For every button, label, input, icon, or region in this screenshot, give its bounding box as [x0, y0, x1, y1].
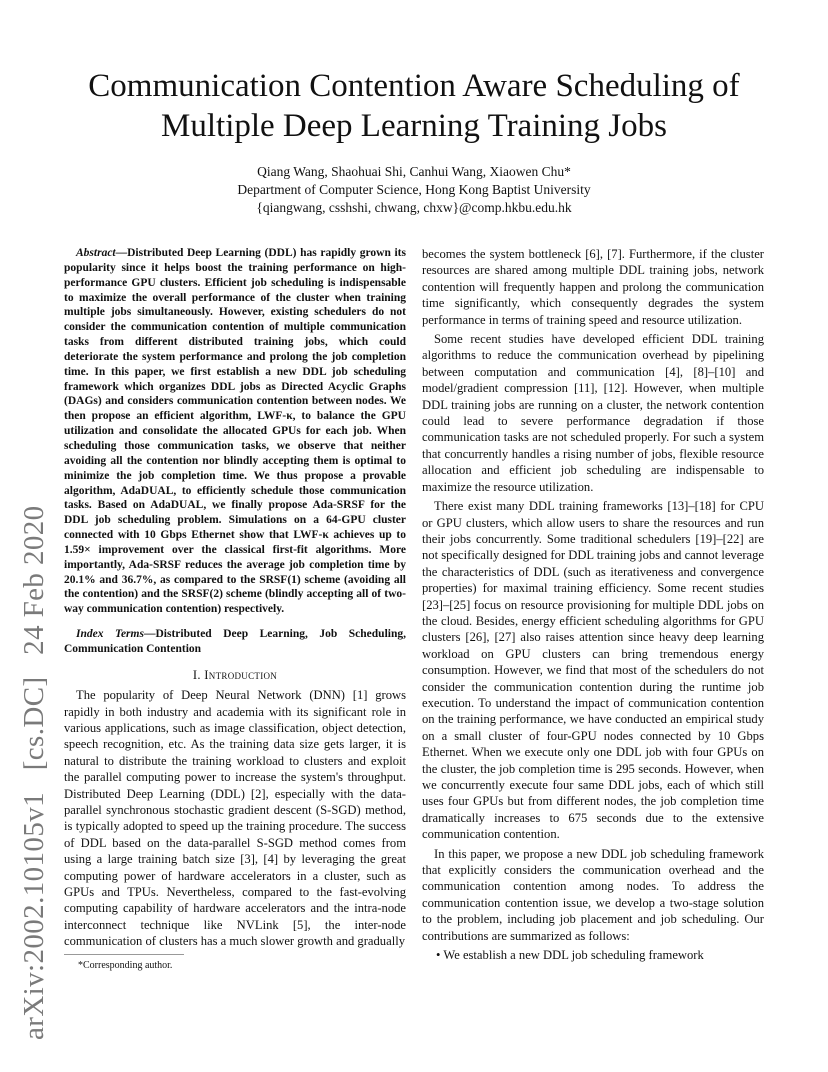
arxiv-identifier — [16, 140, 52, 1040]
intro-paragraph-3: Some recent studies have developed efficient DDL training algorithms to reduce the communication overhead by pipelining between computation and communication [4], [8]–[10] and model/gradient compression [11], [12]. However, when multiple DDL training jobs are running on a cluster, the network contention could lead to severe performance degradation if those communication tasks are not scheduled properly. For such a system that concurrently handles a rising number of jobs, flexible resource allocation and efficient job scheduling are indispensable to maximize the resource utilization. — [422, 332, 764, 494]
index-terms-label: Index Terms — [76, 628, 144, 641]
paper-title — [60, 66, 768, 146]
arxiv-category: [cs.DC] — [18, 676, 50, 771]
arxiv-date: 24 Feb 2020 — [18, 505, 50, 655]
index-terms — [64, 627, 406, 657]
affiliation: Department of Computer Science, Hong Kong Baptist University — [237, 182, 591, 197]
intro-paragraph-2: becomes the system bottleneck [6], [7]. Furthermore, if the cluster resources are shared among multiple DDL training jobs, network contention will frequently happen and prolong the communication time significantly, which consequently degrades the system performance in terms of training speed and resource utilization. — [422, 247, 764, 327]
title-line-2: Multiple Deep Learning Training Jobs — [161, 108, 667, 144]
title-line-1: Communication Contention Aware Scheduling of — [88, 68, 740, 104]
left-column — [64, 246, 406, 950]
author-block — [60, 163, 768, 217]
abstract-text: —Distributed Deep Learning (DDL) has rapidly grown its popularity since it helps boost the training performance on high-performance GPU clusters. Efficient job scheduling is indispensable to maximize the overall performance of the cluster when training multiple jobs simultaneously. However, existing schedulers do not consider the communication contention of multiple communication tasks from different distributed training jobs, which could deteriorate the system performance and prolong the job completion time. In this paper, we first establish a new DDL job scheduling framework which organizes DDL jobs as Directed Acyclic Graphs (DAGs) and considers communication contention between nodes. We then propose an efficient algorithm, LWF-κ, to balance the GPU utilization and consolidate the allocated GPUs for each job. When scheduling those communication tasks, we observe that neither avoiding all the contention nor blindly accepting them is optimal to minimize the job completion time. We thus propose a provable algorithm, AdaDUAL, to efficiently schedule those communication tasks. Based on AdaDUAL, we finally propose Ada-SRSF for the DDL job scheduling problem. Simulations on a 64-GPU cluster connected with 10 Gbps Ethernet show that LWF-κ achieves up to 1.59× improvement over the classical first-fit algorithms. More importantly, Ada-SRSF reduces the average job completion time by 20.1% and 36.7%, as compared to the SRSF(1) scheme (avoiding all the contention) and the SRSF(2) scheme (blindly accepting all of two-way communication contention) respectively. — [64, 247, 406, 616]
abstract — [64, 246, 406, 617]
footnote: *Corresponding author. — [78, 960, 173, 971]
intro-paragraph-1: The popularity of Deep Neural Network (DNN) [1] grows rapidly in both industry and academia with its significant role in various applications, such as image classification, object detection, speech recognition, etc. As the training data size gets larger, it is natural to distribute the training workload to clusters and exploit the parallel computing power to increase the system's throughput. Distributed Deep Learning (DDL) [2], especially with the data-parallel synchronous stochastic gradient descent (S-SGD) method, is typically adopted to speed up the training procedure. The success of DDL based on the data-parallel S-SGD method comes from using a large training batch size [3], [4] by leveraging the great computing power of hardware accelerators in a cluster, such as GPUs and TPUs. Nevertheless, compared to the fast-evolving computing capability of hardware accelerators and the intra-node interconnect technique like NVLink [5], the inter-node communication of clusters has a much slower growth and gradually — [64, 688, 406, 949]
author-emails: {qiangwang, csshshi, chwang, chxw}@comp.hkbu.edu.hk — [256, 200, 572, 215]
section-heading: I. Introduction — [192, 667, 278, 682]
contribution-bullet: • We establish a new DDL job scheduling framework — [436, 948, 704, 963]
footnote-rule — [64, 954, 184, 955]
author-names: Qiang Wang, Shaohuai Shi, Canhui Wang, Xiaowen Chu* — [257, 164, 571, 179]
intro-paragraph-5: In this paper, we propose a new DDL job scheduling framework that explicitly considers the communication overhead and the communication contention among nodes. To address the communication contention issue, we develop a two-stage solution to the problem, including job placement and job scheduling. Our contributions are summarized as follows: — [422, 846, 764, 943]
right-column — [422, 246, 764, 963]
intro-paragraph-4: There exist many DDL training frameworks [13]–[18] for CPU or GPU clusters, which allow users to share the resources and run their jobs concurrently. Some traditional schedulers [19]–[22] are not specifically designed for DDL training jobs and cannot leverage the characteristics of DDL (such as iterativeness and convergence properties) for maximal training efficiency. Some recent studies [23]–[25] focus on resource provisioning for multiple DDL jobs on the cloud. Besides, energy efficient scheduling algorithms for GPU clusters [26], [27] also raises attention since heavy deep learning workload on GPU clusters can bring tremendous energy consumption. However, we find that most of the schedulers do not consider the communication contention during the runtime job execution. To understand the impact of communication contention on the training performance, we have conducted an empirical study on a small cluster of four-GPU nodes connected by 10 Gbps Ethernet. When we execute only one DDL job with four GPUs on the cluster, the job completion time is 295 seconds. However, when we concurrently execute four same DDL jobs, each of which still uses four GPUs but from different nodes, the job completion time dramatically increases to 675 seconds due to the extensive communication contention. — [422, 499, 764, 842]
arxiv-id: arXiv:2002.10105v1 — [18, 791, 50, 1040]
abstract-label: Abstract — [76, 247, 116, 259]
index-terms-text: —Distributed Deep Learning, Job Scheduling, Communication Contention — [64, 628, 406, 655]
